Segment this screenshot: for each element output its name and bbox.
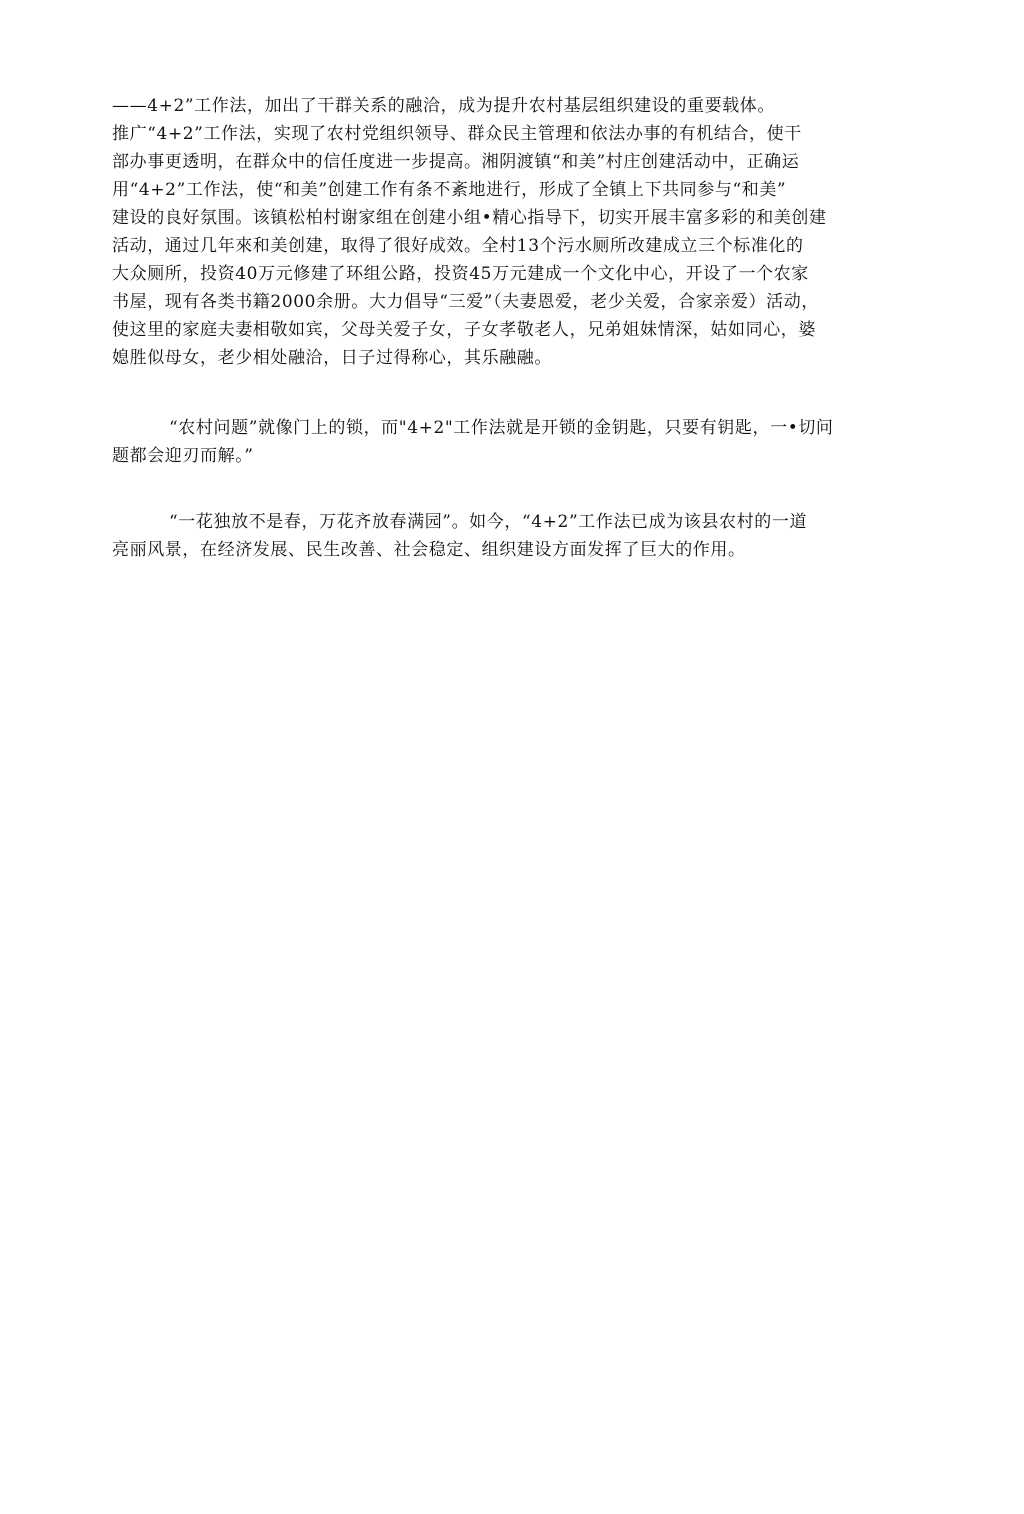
paragraph-line: ——4+2”工作法，加出了干群关系的融洽，成为提升农村基层组织建设的重要载体。 bbox=[112, 96, 775, 116]
paragraph-line: 书屋，现有各类书籍2000余册。大力倡导“三爱”（夫妻恩爱，老少关爱，合家亲爱）活动， bbox=[112, 292, 819, 312]
paragraph-1 bbox=[112, 92, 912, 372]
paragraph-line: 媳胜似母女，老少相处融洽，日子过得称心，其乐融融。 bbox=[112, 348, 552, 368]
paragraph-line: 用“4+2”工作法，使“和美”创建工作有条不紊地进行，形成了全镇上下共同参与“和美” bbox=[112, 180, 787, 200]
paragraph-line: 推广“4+2”工作法，实现了农村党组织领导、群众民主管理和依法办事的有机结合，使干 bbox=[112, 124, 802, 144]
paragraph-2 bbox=[112, 414, 912, 470]
paragraph-line: “一花独放不是春，万花齐放春满园”。如今，“4+2”工作法已成为该县农村的一道 bbox=[169, 512, 808, 532]
paragraph-line: 亮丽风景，在经济发展、民生改善、社会稳定、组织建设方面发挥了巨大的作用。 bbox=[112, 540, 746, 560]
paragraph-line: 部办事更透明，在群众中的信任度进一步提高。湘阴渡镇“和美”村庄创建活动中，正确运 bbox=[112, 152, 800, 172]
paragraph-line: 使这里的家庭夫妻相敬如宾，父母关爱子女，子女孝敬老人，兄弟姐妹情深，姑如同心，婆 bbox=[112, 320, 816, 340]
paragraph-line: 活动，通过几年來和美创建，取得了很好成效。全村13个污水厕所改建成立三个标准化的 bbox=[112, 236, 804, 256]
paragraph-line: 建设的良好氛围。该镇松柏村谢家组在创建小组•精心指导下，切实开展丰富多彩的和美创建 bbox=[112, 208, 827, 228]
paragraph-line: 题都会迎刃而解。” bbox=[112, 446, 254, 466]
paragraph-line: 大众厕所，投资40万元修建了环组公路，投资45万元建成一个文化中心，开设了一个农家 bbox=[112, 264, 809, 284]
paragraph-line: “农村问题”就像门上的锁，而"4+2"工作法就是开锁的金钥匙，只要有钥匙，一•切问 bbox=[169, 418, 834, 438]
paragraph-3 bbox=[112, 508, 912, 564]
